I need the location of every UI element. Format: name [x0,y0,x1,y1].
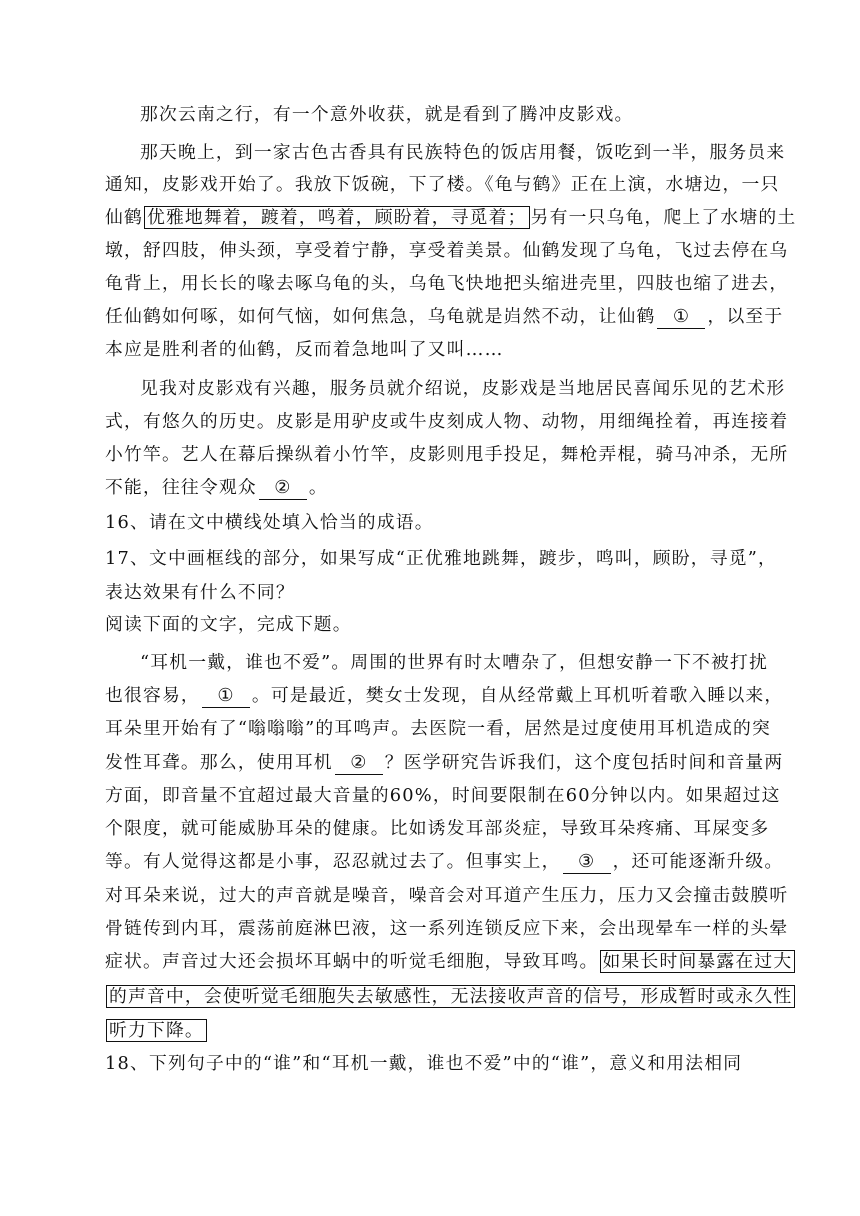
question-18 [105,1051,742,1077]
question-17-line1 [105,546,777,572]
passage1-p3-line1 [140,376,785,402]
text: 表达效果有什么不同？ [105,582,295,603]
text: 小竹竿。艺人在幕后操纵着小竹竿，皮影则甩手投足，舞枪弄棍，骑马冲杀，无所 [105,444,789,465]
text: 墩，舒四肢，伸头颈，享受着宁静，享受着美景。仙鹤发现了乌龟，飞过去停在乌 [105,240,789,261]
passage2-line6 [105,816,769,842]
passage2-line8 [105,883,788,909]
text: 症状。声音过大还会损坏耳蜗中的听觉毛细胞，导致耳鸣。 [105,951,599,972]
passage1-p3-line3 [105,442,788,468]
passage2-line1 [140,650,768,676]
passage1-p3-line2 [105,409,788,435]
passage1-p3-line4 [105,475,328,501]
passage2-line3 [105,716,771,742]
text: 方面，即音量不宜超过最大音量的60%，时间要限制在60分钟以内。如果超过这 [105,785,781,806]
text: 个限度，就可能威胁耳朵的健康。比如诱发耳部炎症，导致耳朵疼痛、耳屎变多 [105,818,770,839]
text: 。可是最近，樊女士发现，自从经常戴上耳机听着歌入睡以来， [251,685,784,706]
framed-text-hearing-1: 如果长时间暴露在过大 [600,950,796,973]
text: ，还可能逐渐升级。 [612,851,784,872]
text: 耳朵里开始有了“嗡嗡嗡”的耳鸣声。去医院一看，居然是过度使用耳机造成的突 [105,718,771,739]
passage2-line7 [105,849,783,875]
text: 那天晚上，到一家古色古香具有民族特色的饭店用餐，饭吃到一半，服务员来 [140,142,786,163]
text: 17、文中画框线的部分，如果写成“正优雅地跳舞，踱步，鸣叫，顾盼，寻觅”， [105,548,777,569]
passage1-paragraph1 [140,102,634,128]
text: 那次云南之行，有一个意外收获，就是看到了腾冲皮影戏。 [140,104,634,125]
passage2-line2 [105,683,783,709]
passage2-line10 [105,949,796,975]
fill-blank-5[interactable]: ③ [563,851,611,874]
framed-text-hearing-2: 的声音中，会使听觉毛细胞失去敏感性，无法接收声音的信号，形成暂时或永久性 [106,985,795,1008]
text: 对耳朵来说，过大的声音就是噪音，噪音会对耳道产生压力，压力又会撞击鼓膜听 [105,885,789,906]
framed-text-hearing-3: 听力下降。 [106,1019,207,1042]
fill-blank-1[interactable]: ① [657,306,705,329]
text: “耳机一戴，谁也不爱”。周围的世界有时太嘈杂了，但想安静一下不被打扰 [140,652,768,673]
text: 。 [308,477,328,498]
passage1-p2-line7 [105,337,504,363]
text: 任仙鹤如何啄，如何气恼，如何焦急，乌龟就是岿然不动，让仙鹤 [105,306,656,327]
text: 发性耳聋。那么，使用耳机 [105,752,333,773]
passage2-line5 [105,783,781,809]
passage1-p2-line4 [105,238,788,264]
text: 见我对皮影戏有兴趣，服务员就介绍说，皮影戏是当地居民喜闻乐见的艺术形 [140,378,786,399]
passage1-p2-line3 [105,205,796,231]
text: 通知，皮影戏开始了。我放下饭碗，下了楼。《龟与鹤》正在上演，水塘边，一只 [105,174,780,195]
passage1-p2-line6 [105,304,783,330]
text: 另有一只乌龟，爬上了水塘的土 [530,207,797,228]
text: 不能，往往令观众 [105,477,257,498]
text: 等。有人觉得这都是小事，忍忍就过去了。但事实上， [105,851,561,872]
passage2-line4 [105,750,783,776]
fill-blank-3[interactable]: ① [202,685,250,708]
fill-blank-2[interactable]: ② [259,477,307,500]
text: 18、下列句子中的“谁”和“耳机一戴，谁也不爱”中的“谁”，意义和用法相同 [105,1053,743,1074]
text: 龟背上，用长长的喙去啄乌龟的头，乌龟飞快地把头缩进壳里，四肢也缩了进去， [105,273,789,294]
question-17-line2 [105,580,295,606]
passage2-line11 [105,984,796,1010]
text: 仙鹤 [105,207,143,228]
text: ，以至于 [707,306,784,327]
passage1-p2-line2 [105,172,779,198]
text: 式，有悠久的历史。皮影是用驴皮或牛皮刻成人物、动物，用细绳拴着，再连接着 [105,411,789,432]
text: 骨链传到内耳，震荡前庭淋巴液，这一系列连锁反应下来，会出现晕车一样的头晕 [105,918,789,939]
passage1-p2-line5 [105,271,788,297]
fill-blank-4[interactable]: ② [335,752,383,775]
text: ？医学研究告诉我们，这个度包括时间和音量两 [384,752,784,773]
framed-text-crane: 优雅地舞着，踱着，鸣着，顾盼着，寻觅着； [144,206,530,229]
question-16 [105,510,434,536]
text: 16、请在文中横线处填入恰当的成语。 [105,512,434,533]
passage2-line9 [105,916,788,942]
passage2-line12 [105,1018,208,1044]
reading-instruction [105,612,352,638]
passage1-p2-line1 [140,140,785,166]
text: 本应是胜利者的仙鹤，反而着急地叫了又叫…… [105,339,504,360]
text: 也很容易， [105,685,200,706]
text: 阅读下面的文字，完成下题。 [105,614,352,635]
